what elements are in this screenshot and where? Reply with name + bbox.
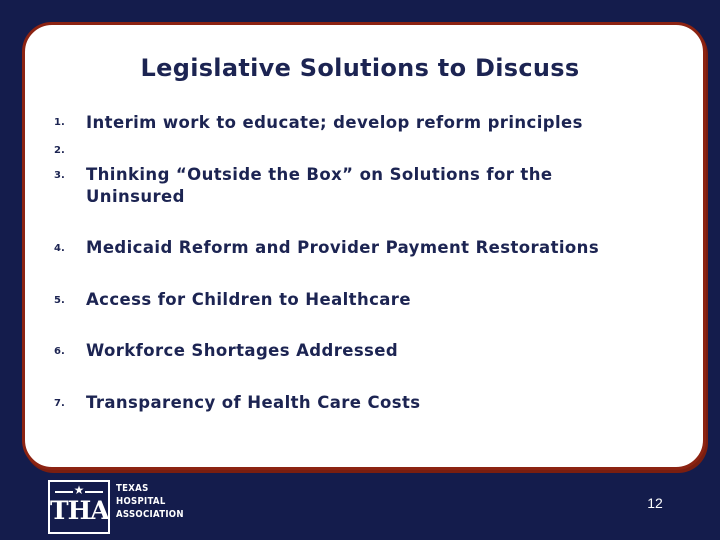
list-item-number: 2.	[54, 145, 65, 156]
list-item-text: Interim work to educate; develop reform principles	[86, 113, 583, 132]
logo-line-hospital: HOSPITAL	[116, 496, 166, 507]
logo-line-association: ASSOCIATION	[116, 509, 184, 520]
slide-footer	[0, 470, 720, 540]
list-item-text: Medicaid Reform and Provider Payment Restorations	[86, 238, 600, 257]
logo-emblem	[48, 480, 110, 534]
list-item-number: 3.	[54, 170, 65, 181]
list-item-number: 7.	[54, 398, 65, 409]
list-item-number: 1.	[54, 117, 65, 128]
list-item-number: 6.	[54, 346, 65, 357]
list-item-text: Thinking “Outside the Box” on Solutions for the Uninsured	[86, 165, 553, 206]
page-number: 12	[647, 495, 663, 511]
slide-title: Legislative Solutions to Discuss	[140, 54, 580, 82]
list-item-number: 4.	[54, 243, 65, 254]
list-item-text: Transparency of Health Care Costs	[86, 393, 421, 412]
logo-rule-right	[85, 491, 103, 493]
logo-wordmark	[116, 482, 184, 521]
list-item-number: 5.	[54, 295, 65, 306]
logo-line-texas: TEXAS	[116, 483, 149, 494]
list-item-text: Workforce Shortages Addressed	[86, 341, 399, 360]
logo-letters: THA	[50, 496, 109, 525]
star-icon: ★	[73, 483, 85, 497]
tha-logo	[48, 480, 184, 536]
list-item-text: Access for Children to Healthcare	[86, 290, 411, 309]
